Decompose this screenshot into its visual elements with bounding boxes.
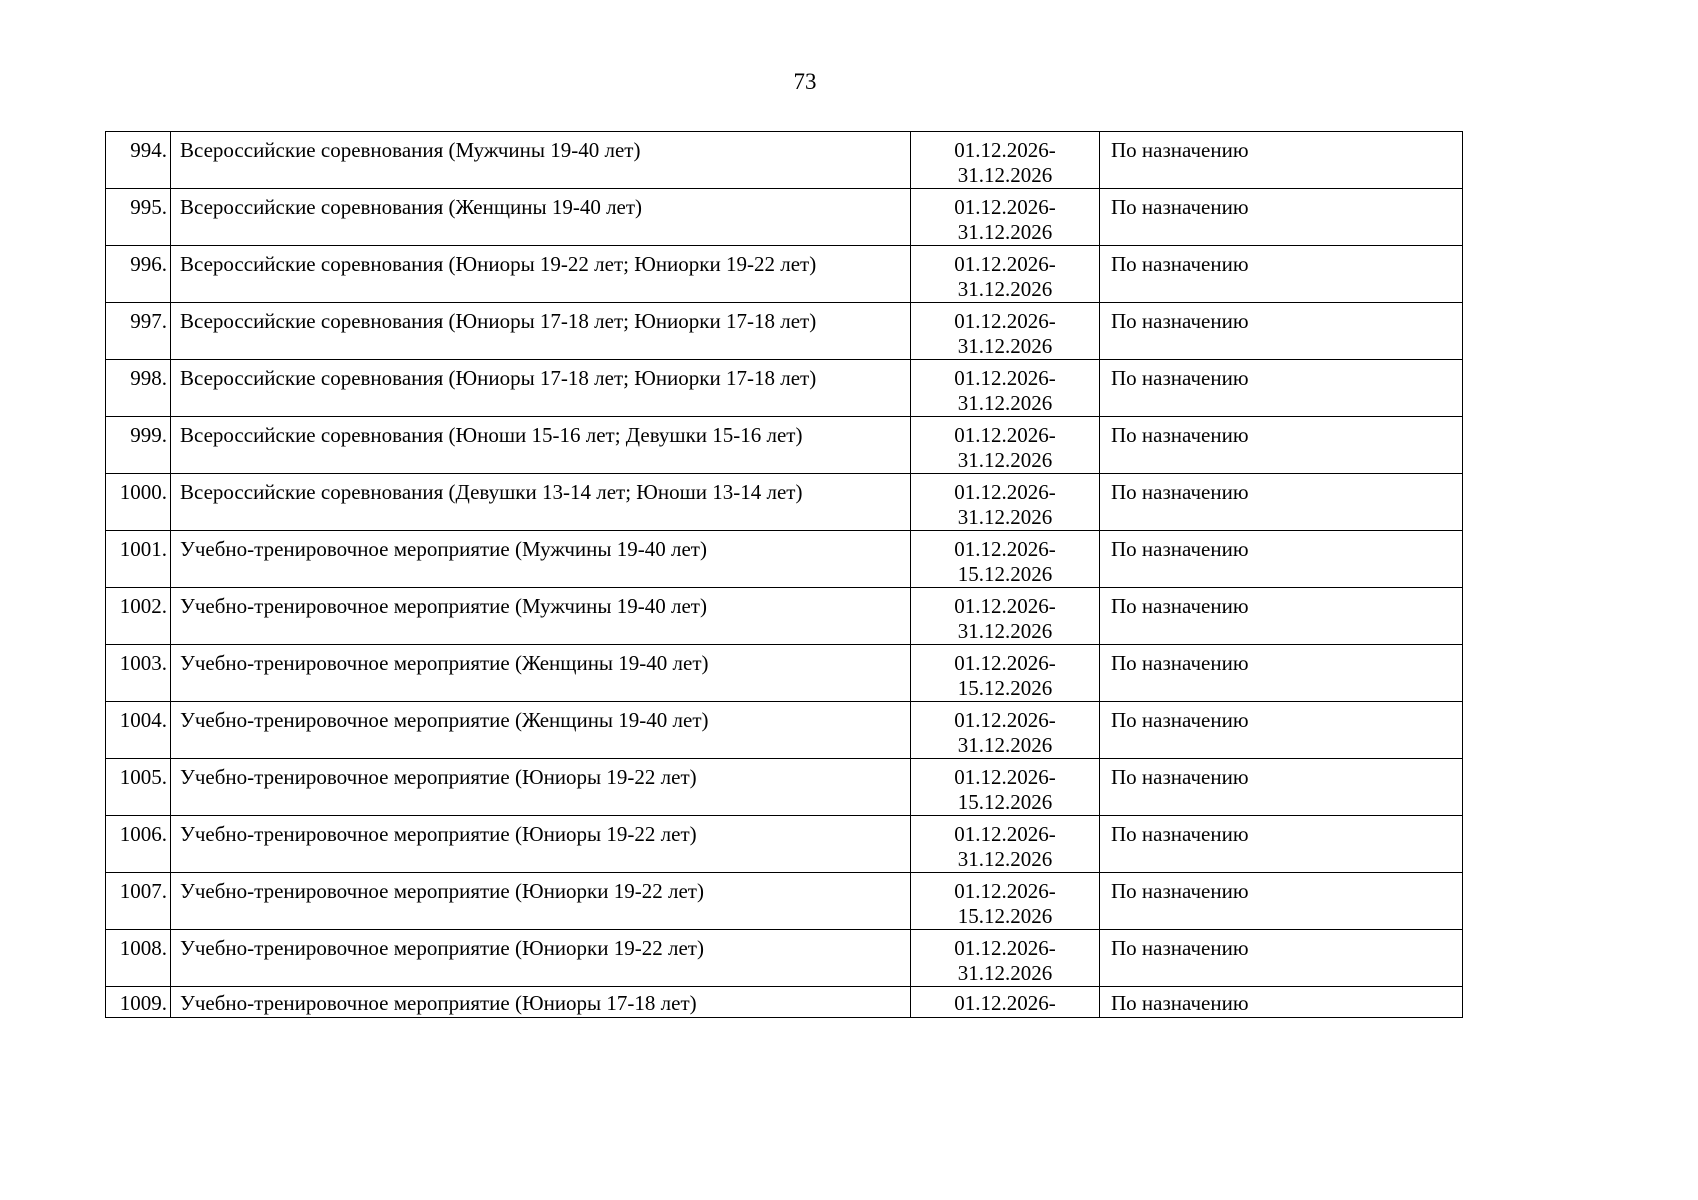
event-name: Всероссийские соревнования (Девушки 13-14 лет; Юноши 13-14 лет)	[171, 474, 911, 531]
table-row	[106, 873, 1463, 930]
event-executor: По назначению	[1100, 360, 1463, 417]
table-row	[106, 645, 1463, 702]
event-dates	[911, 873, 1100, 930]
table-row	[106, 417, 1463, 474]
event-executor: По назначению	[1100, 189, 1463, 246]
date-end: 31.12.2026	[957, 619, 1053, 643]
row-number: 1004.	[106, 702, 171, 759]
date-start: 01.12.2026-	[954, 991, 1056, 1015]
row-number: 1003.	[106, 645, 171, 702]
row-number: 1000.	[106, 474, 171, 531]
date-start: 01.12.2026-	[954, 879, 1056, 903]
date-end: 15.12.2026	[957, 676, 1053, 700]
row-number: 1002.	[106, 588, 171, 645]
event-dates	[911, 759, 1100, 816]
event-executor: По назначению	[1100, 987, 1463, 1018]
event-executor: По назначению	[1100, 645, 1463, 702]
date-end: 31.12.2026	[957, 391, 1053, 415]
event-executor: По назначению	[1100, 816, 1463, 873]
table-row	[106, 189, 1463, 246]
event-name: Учебно-тренировочное мероприятие (Женщины 19-40 лет)	[171, 645, 911, 702]
row-number: 1009.	[106, 987, 171, 1018]
event-name: Учебно-тренировочное мероприятие (Мужчины 19-40 лет)	[171, 531, 911, 588]
event-executor: По назначению	[1100, 702, 1463, 759]
date-end: 15.12.2026	[957, 790, 1053, 814]
event-dates	[911, 987, 1100, 1018]
date-end: 15.12.2026	[957, 904, 1053, 928]
table-row	[106, 303, 1463, 360]
date-end: 31.12.2026	[957, 334, 1053, 358]
table-row	[106, 702, 1463, 759]
event-dates	[911, 531, 1100, 588]
event-dates	[911, 930, 1100, 987]
events-table	[105, 131, 1463, 1018]
event-dates	[911, 360, 1100, 417]
event-dates	[911, 645, 1100, 702]
event-name: Учебно-тренировочное мероприятие (Юниоры 19-22 лет)	[171, 816, 911, 873]
event-name: Учебно-тренировочное мероприятие (Юниорки 19-22 лет)	[171, 930, 911, 987]
event-executor: По назначению	[1100, 303, 1463, 360]
table-row	[106, 531, 1463, 588]
row-number: 998.	[106, 360, 171, 417]
date-end: 31.12.2026	[957, 847, 1053, 871]
event-dates	[911, 189, 1100, 246]
row-number: 1006.	[106, 816, 171, 873]
event-dates	[911, 816, 1100, 873]
date-start: 01.12.2026-	[954, 423, 1056, 447]
event-dates	[911, 417, 1100, 474]
event-executor: По назначению	[1100, 759, 1463, 816]
table-row	[106, 987, 1463, 1018]
row-number: 1008.	[106, 930, 171, 987]
event-name: Всероссийские соревнования (Юниоры 17-18 лет; Юниорки 17-18 лет)	[171, 303, 911, 360]
date-end: 15.12.2026	[957, 562, 1053, 586]
date-start: 01.12.2026-	[954, 765, 1056, 789]
table-row	[106, 588, 1463, 645]
date-end: 31.12.2026	[957, 961, 1053, 985]
table-row	[106, 246, 1463, 303]
page-number: 73	[793, 69, 817, 94]
date-start: 01.12.2026-	[954, 309, 1056, 333]
table-row	[106, 474, 1463, 531]
event-executor: По назначению	[1100, 930, 1463, 987]
event-executor: По назначению	[1100, 474, 1463, 531]
event-name: Всероссийские соревнования (Женщины 19-40 лет)	[171, 189, 911, 246]
event-executor: По назначению	[1100, 417, 1463, 474]
date-start: 01.12.2026-	[954, 195, 1056, 219]
table-row	[106, 816, 1463, 873]
event-name: Учебно-тренировочное мероприятие (Юниоры 17-18 лет)	[171, 987, 911, 1018]
table-row	[106, 759, 1463, 816]
row-number: 997.	[106, 303, 171, 360]
date-end: 31.12.2026	[957, 505, 1053, 529]
date-start: 01.12.2026-	[954, 936, 1056, 960]
date-start: 01.12.2026-	[954, 822, 1056, 846]
table-row	[106, 930, 1463, 987]
event-name: Учебно-тренировочное мероприятие (Женщины 19-40 лет)	[171, 702, 911, 759]
date-end: 31.12.2026	[957, 733, 1053, 757]
date-start: 01.12.2026-	[954, 594, 1056, 618]
event-dates	[911, 702, 1100, 759]
date-end: 31.12.2026	[957, 448, 1053, 472]
row-number: 1007.	[106, 873, 171, 930]
event-executor: По назначению	[1100, 531, 1463, 588]
event-name: Всероссийские соревнования (Юноши 15-16 лет; Девушки 15-16 лет)	[171, 417, 911, 474]
event-dates	[911, 588, 1100, 645]
event-executor: По назначению	[1100, 588, 1463, 645]
row-number: 996.	[106, 246, 171, 303]
date-start: 01.12.2026-	[954, 537, 1056, 561]
event-dates	[911, 474, 1100, 531]
event-name: Учебно-тренировочное мероприятие (Юниорки 19-22 лет)	[171, 873, 911, 930]
event-name: Всероссийские соревнования (Мужчины 19-40 лет)	[171, 132, 911, 189]
table-row	[106, 132, 1463, 189]
date-start: 01.12.2026-	[954, 138, 1056, 162]
date-end: 31.12.2026	[957, 163, 1053, 187]
row-number: 995.	[106, 189, 171, 246]
event-name: Всероссийские соревнования (Юниоры 17-18 лет; Юниорки 17-18 лет)	[171, 360, 911, 417]
event-dates	[911, 132, 1100, 189]
date-start: 01.12.2026-	[954, 480, 1056, 504]
event-name: Всероссийские соревнования (Юниоры 19-22 лет; Юниорки 19-22 лет)	[171, 246, 911, 303]
row-number: 994.	[106, 132, 171, 189]
table-row	[106, 360, 1463, 417]
events-table-body	[106, 132, 1463, 1018]
event-dates	[911, 246, 1100, 303]
event-executor: По назначению	[1100, 132, 1463, 189]
date-start: 01.12.2026-	[954, 708, 1056, 732]
date-end: 31.12.2026	[957, 220, 1053, 244]
date-end: 31.12.2026	[957, 277, 1053, 301]
row-number: 1001.	[106, 531, 171, 588]
event-executor: По назначению	[1100, 246, 1463, 303]
event-dates	[911, 303, 1100, 360]
date-start: 01.12.2026-	[954, 366, 1056, 390]
row-number: 1005.	[106, 759, 171, 816]
date-start: 01.12.2026-	[954, 252, 1056, 276]
event-name: Учебно-тренировочное мероприятие (Мужчины 19-40 лет)	[171, 588, 911, 645]
event-executor: По назначению	[1100, 873, 1463, 930]
date-start: 01.12.2026-	[954, 651, 1056, 675]
row-number: 999.	[106, 417, 171, 474]
event-name: Учебно-тренировочное мероприятие (Юниоры 19-22 лет)	[171, 759, 911, 816]
